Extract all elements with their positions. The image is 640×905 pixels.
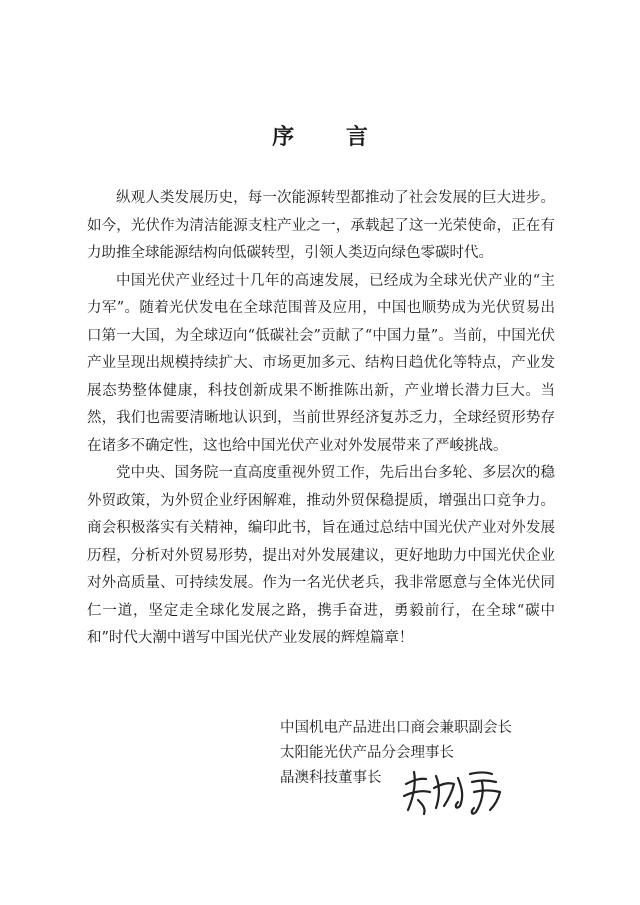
author-title-3: 晶澳科技董事长	[280, 770, 382, 786]
author-title-1: 中国机电产品进出口商会兼职副会长	[280, 720, 512, 736]
page-title: 序 言	[272, 125, 390, 150]
preface-body	[87, 185, 555, 653]
paragraph-1: 纵观人类发展历史，每一次能源转型都推动了社会发展的巨大进步。如今，光伏作为清洁能源支柱产业之一，承载起了这一光荣使命，正在有力助推全球能源结构向低碳转型，引领人类迈向绿色零碳时代。	[87, 190, 555, 261]
author-title-2: 太阳能光伏产品分会理事长	[280, 745, 454, 761]
handwritten-signature-icon	[400, 762, 510, 818]
paragraph-2: 中国光伏产业经过十几年的高速发展，已经成为全球光伏产业的“主力军”。随着光伏发电在全球范围普及应用，中国也顺势成为光伏贸易出口第一大国，为全球迈向“低碳社会”贡献了“中国力量”。当前，中国光伏产业呈现出规模持续扩大、市场更加多元、结构日趋优化等特点，产业发展态势整体健康，科技创新成果不断推陈出新，产业增长潜力巨大。当然，我们也需要清晰地认识到，当前世界经济复苏乏力，全球经贸形势存在诸多不确定性，这也给中国光伏产业对外发展带来了严峻挑战。	[87, 272, 555, 454]
paragraph-3: 党中央、国务院一直高度重视外贸工作，先后出台多轮、多层次的稳外贸政策，为外贸企业纾困解难，推动外贸保稳提质，增强出口竞争力。商会积极落实有关精神，编印此书，旨在通过总结中国光伏产业对外发展历程，分析对外贸易形势，提出对外发展建议，更好地助力中国光伏企业对外高质量、可持续发展。作为一名光伏老兵，我非常愿意与全体光伏同仁一道，坚定走全球化发展之路，携手奋进，勇毅前行，在全球“碳中和”时代大潮中谱写中国光伏产业发展的辉煌篇章！	[87, 465, 555, 646]
